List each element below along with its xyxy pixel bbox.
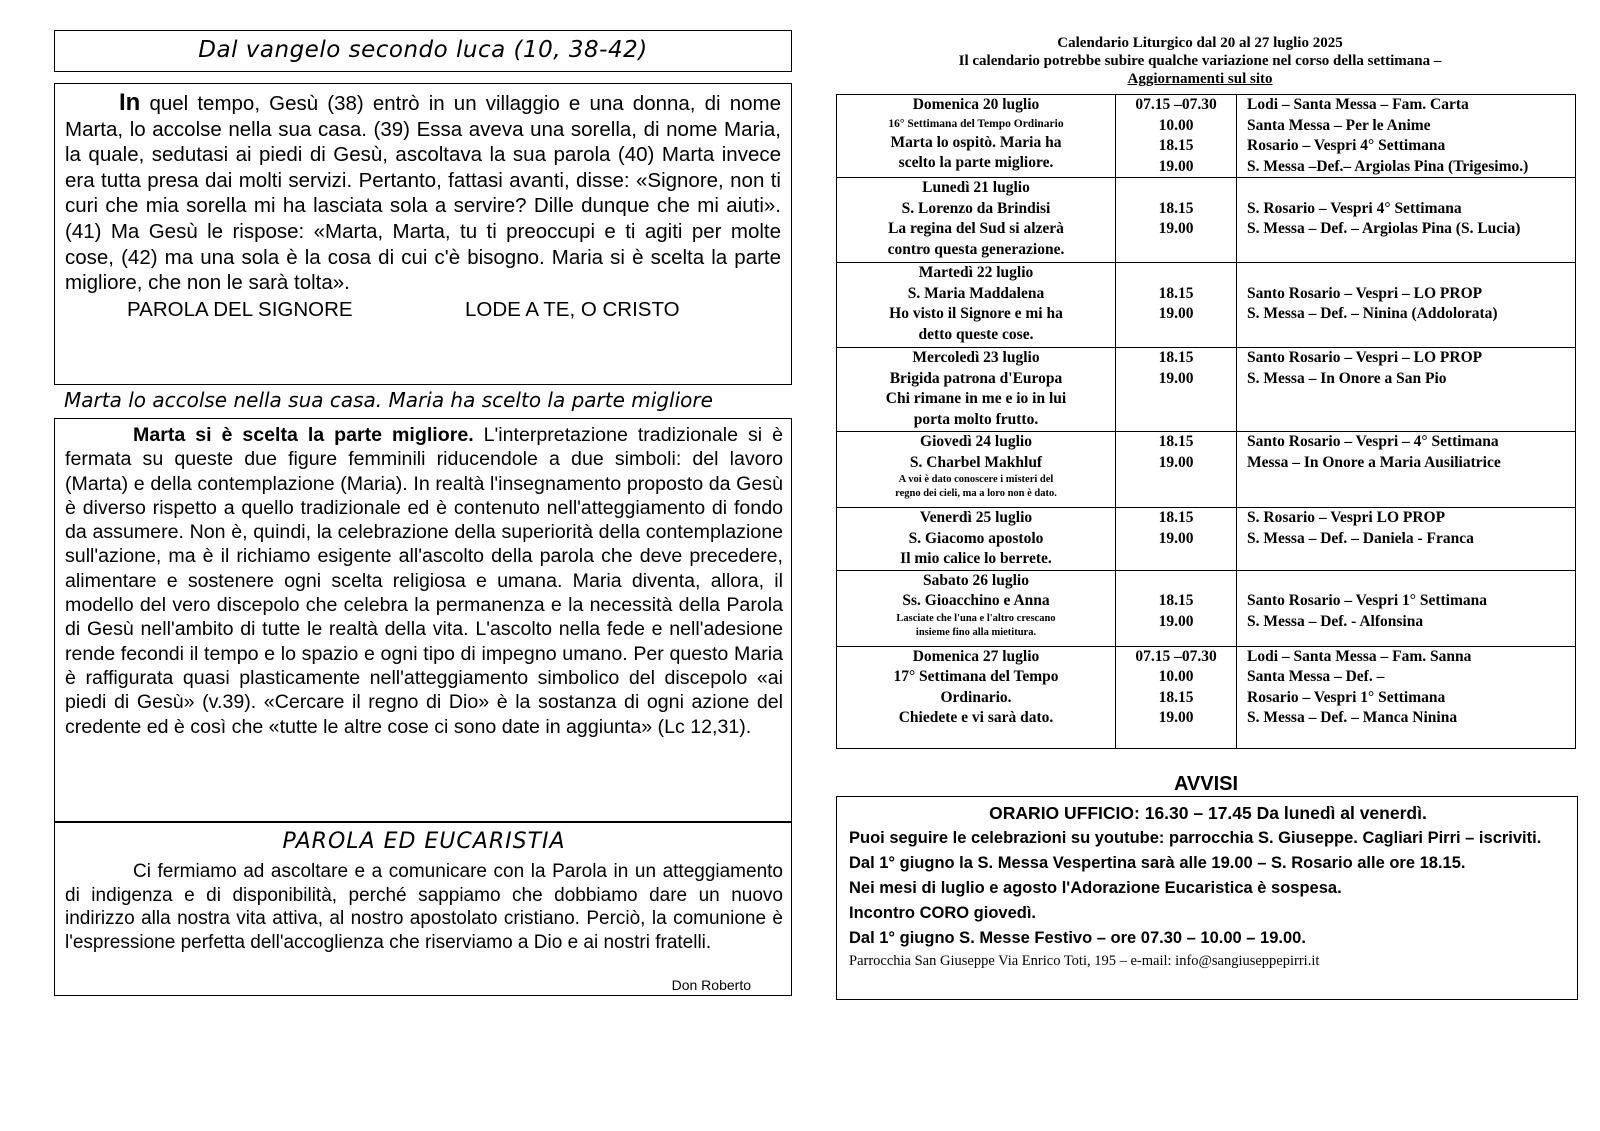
events-cell xyxy=(1237,432,1576,508)
response-left: PAROLA DEL SIGNORE xyxy=(127,297,353,321)
day-date: Martedì 22 luglio xyxy=(918,264,1034,281)
day-date: Mercoledì 23 luglio xyxy=(912,349,1040,366)
event-description: Lodi – Santa Messa – Fam. Sanna xyxy=(1247,647,1472,665)
event-description: S. Messa –Def.– Argiolas Pina (Trigesimo.) xyxy=(1247,157,1529,175)
calendar-day-row xyxy=(837,95,1576,178)
event-description: Santo Rosario – Vespri – LO PROP xyxy=(1247,349,1483,366)
event-description: Santo Rosario – Vespri 1° Settimana xyxy=(1247,592,1488,609)
times-cell xyxy=(1116,348,1237,432)
day-gospel-verse: Chi rimane in me e io in lui xyxy=(885,390,1067,407)
calendar-day-row xyxy=(837,432,1576,508)
day-date: Sabato 26 luglio xyxy=(923,571,1029,589)
eucharist-text: Ci fermiamo ad ascoltare e a comunicare con la Parola in un atteggiamento di indigenza e di disponibilità, perché sappiamo che dobbiamo dare un nuovo indirizzo alla nostra vita attiva, al nostro apostolato cristiano. Perciò, la comunione è l'espressione perfetta dell'accoglienza che riserviamo a Dio e ai nostri fratelli. xyxy=(65,861,783,953)
times-cell xyxy=(1116,95,1237,178)
event-time: 19.00 xyxy=(1158,220,1194,237)
day-gospel-verse: Ordinario. xyxy=(940,688,1012,706)
day-info-cell xyxy=(837,178,1116,263)
gospel-response xyxy=(65,298,781,322)
avviso-line: Puoi seguire le celebrazioni su youtube: parrocchia S. Giuseppe. Cagliari Pirri – iscriviti. xyxy=(849,829,1542,847)
event-description xyxy=(1247,263,1575,284)
event-time xyxy=(1116,178,1236,199)
event-description: Santo Rosario – Vespri – LO PROP xyxy=(1247,284,1483,302)
day-info-cell xyxy=(837,348,1116,432)
events-cell xyxy=(1237,570,1576,646)
event-description xyxy=(1247,571,1575,592)
avviso-line: Incontro CORO giovedì. xyxy=(849,904,1037,922)
events-cell xyxy=(1237,508,1576,571)
day-gospel-verse: scelto la parte migliore. xyxy=(898,154,1054,171)
event-time: 19.00 xyxy=(1158,453,1194,471)
events-cell xyxy=(1237,646,1576,748)
day-gospel-verse: Marta lo ospitò. Maria ha xyxy=(890,133,1062,151)
day-gospel-verse: Chiedete e vi sarà dato. xyxy=(898,709,1054,726)
events-cell xyxy=(1237,263,1576,348)
event-time: 10.00 xyxy=(1158,116,1194,134)
commentary-box xyxy=(54,418,792,822)
day-date: Domenica 27 luglio xyxy=(912,647,1040,665)
day-info-cell xyxy=(837,432,1116,508)
day-feast: Brigida patrona d'Europa xyxy=(889,369,1063,387)
day-feast: S. Charbel Makhluf xyxy=(909,453,1043,471)
gospel-title: Dal vangelo secondo luca (10, 38-42) xyxy=(54,30,792,72)
event-time xyxy=(1116,571,1236,592)
event-description: S. Messa – Def. – Daniela - Franca xyxy=(1247,529,1474,547)
day-info-cell xyxy=(837,95,1116,178)
day-feast: Ss. Gioacchino e Anna xyxy=(902,592,1050,609)
times-cell xyxy=(1116,570,1237,646)
event-time: 18.15 xyxy=(1158,284,1194,302)
event-time: 18.15 xyxy=(1158,433,1194,450)
day-gospel-verse: La regina del Sud si alzerà xyxy=(888,220,1064,237)
event-time: 18.15 xyxy=(1158,349,1194,366)
event-description: S. Messa – Def. - Alfonsina xyxy=(1247,612,1424,630)
day-info-cell xyxy=(837,570,1116,646)
events-cell xyxy=(1237,95,1576,178)
times-cell xyxy=(1116,178,1237,263)
response-right: LODE A TE, O CRISTO xyxy=(465,297,680,321)
parish-footer: Parrocchia San Giuseppe Via Enrico Toti, 195 – e-mail: info@sangiuseppepirri.it xyxy=(849,953,1320,969)
event-description: S. Rosario – Vespri 4° Settimana xyxy=(1247,199,1462,217)
event-time: 19.00 xyxy=(1158,305,1194,322)
event-time: 18.15 xyxy=(1158,199,1194,217)
day-gospel-verse: Ho visto il Signore e mi ha xyxy=(889,305,1063,322)
calendar-heading-title: Calendario Liturgico dal 20 al 27 luglio 2025 xyxy=(1057,35,1343,51)
event-description: S. Messa – Def. – Ninina (Addolorata) xyxy=(1247,305,1498,322)
event-time: 07.15 –07.30 xyxy=(1135,647,1217,665)
times-cell xyxy=(1116,263,1237,348)
day-gospel-verse: detto queste cose. xyxy=(918,325,1034,343)
event-description: S. Messa – Def. – Manca Ninina xyxy=(1247,709,1458,726)
day-date: Giovedì 24 luglio xyxy=(920,433,1032,450)
event-description: Rosario – Vespri 4° Settimana xyxy=(1247,137,1446,154)
event-time: 19.00 xyxy=(1158,612,1194,630)
calendar-day-row xyxy=(837,178,1576,263)
events-cell xyxy=(1237,178,1576,263)
day-gospel-verse: regno dei cieli, ma a loro non è dato. xyxy=(895,488,1057,499)
day-feast: S. Giacomo apostolo xyxy=(908,529,1044,547)
calendar-day-row xyxy=(837,348,1576,432)
event-description: S. Messa – In Onore a San Pio xyxy=(1247,369,1447,387)
eucharist-title: PAROLA ED EUCARISTIA xyxy=(282,829,566,854)
event-description: S. Rosario – Vespri LO PROP xyxy=(1247,509,1446,526)
gospel-dropcap: In xyxy=(119,89,141,116)
commentary-body: L'interpretazione tradizionale si è fermata su queste due figure femminili riducendole a due simboli: del lavoro (Marta) e della contemplazione (Maria). In realtà l'insegnamento proposto da Gesù è diverso rispetto a quello tradizionale ed è contenuto nell'atteggiamento di fondo da assumere. Non è, quindi, la celebrazione della superiorità della contemplazione sull'azione, ma è il richiamo esigente all'ascolto della parola che deve precedere, alimentare e sostenere ogni scelta religiosa e umana. Maria diventa, allora, il modello del vero discepolo che celebra la permanenza e la necessità della Parola di Gesù nell'ambito di tutte le realtà della vita. L'ascolto nella fede e nell'adesione rende fecondi il tempo e lo spazio e ogni tipo di impegno umano. Per questo Maria è raffigurata quasi plasticamente nell'atteggiamento simbolico del discepolo «ai piedi di Gesù» (v.39). «Cercare il regno di Dio» è la sostanza di ogni azione del credente ed è così che «tutte le altre cose ci sono date in aggiunta» (Lc 12,31). xyxy=(65,424,783,738)
event-description: Rosario – Vespri 1° Settimana xyxy=(1247,688,1446,706)
eucharist-box xyxy=(54,822,792,996)
times-cell xyxy=(1116,508,1237,571)
event-time xyxy=(1116,263,1236,284)
day-date: Domenica 20 luglio xyxy=(912,96,1040,113)
avvisi-lines xyxy=(849,826,1567,951)
event-description: Santa Messa – Per le Anime xyxy=(1247,116,1431,134)
avvisi-title: AVVISI xyxy=(1173,773,1239,795)
day-gospel-verse: A voi è dato conoscere i misteri del xyxy=(898,474,1054,485)
calendar-day-row xyxy=(837,570,1576,646)
avviso-line: Nei mesi di luglio e agosto l'Adorazione Eucaristica è sospesa. xyxy=(849,879,1342,897)
event-time: 18.15 xyxy=(1158,137,1194,154)
day-feast: 17° Settimana del Tempo xyxy=(893,668,1059,685)
calendar-heading xyxy=(830,34,1570,88)
avviso-line: Dal 1° giugno S. Messe Festivo – ore 07.30 – 10.00 – 19.00. xyxy=(849,929,1306,947)
gospel-body: quel tempo, Gesù (38) entrò in un villaggio e una donna, di nome Marta, lo accolse nella sua casa. (39) Essa aveva una sorella, di nome Maria, la quale, sedutasi ai piedi di Gesù, ascoltava la sua parola (40) Marta invece era tutta presa dai molti servizi. Pertanto, fattasi avanti, disse: «Signore, non ti curi che mia sorella mi ha lasciata sola a servire? Dille dunque che mi aiuti». (41) Ma Gesù le rispose: «Marta, Marta, tu ti preoccupi e ti agiti per molte cose, (42) ma una sola è la cosa di cui c'è bisogno. Maria si è scelta la parte migliore, che non le sarà tolta». xyxy=(65,92,781,295)
event-time: 19.00 xyxy=(1158,709,1194,726)
day-feast: S. Maria Maddalena xyxy=(907,284,1045,302)
day-gospel-verse: contro questa generazione. xyxy=(887,240,1065,258)
calendar-day-row xyxy=(837,263,1576,348)
calendar-body xyxy=(837,95,1576,749)
event-description xyxy=(1247,178,1575,199)
day-gospel-verse: Lasciate che l'una e l'altro crescano xyxy=(896,612,1056,624)
times-cell xyxy=(1116,646,1237,748)
day-date: Lunedì 21 luglio xyxy=(922,179,1030,196)
avviso-line: Dal 1° giugno la S. Messa Vespertina sarà alle 19.00 – S. Rosario alle ore 18.15. xyxy=(849,854,1466,872)
day-date: Venerdì 25 luglio xyxy=(919,509,1033,526)
commentary-lead: Marta si è scelta la parte migliore. xyxy=(133,424,474,446)
gospel-text xyxy=(65,90,781,296)
gospel-reading-box xyxy=(54,83,792,385)
event-time: 19.00 xyxy=(1158,369,1194,387)
event-description: Messa – In Onore a Maria Ausiliatrice xyxy=(1247,453,1501,471)
event-time: 07.15 –07.30 xyxy=(1135,96,1217,113)
event-time: 19.00 xyxy=(1158,157,1194,175)
event-time: 18.15 xyxy=(1158,688,1194,706)
day-info-cell xyxy=(837,263,1116,348)
event-time: 18.15 xyxy=(1158,509,1194,526)
events-cell xyxy=(1237,348,1576,432)
day-info-cell xyxy=(837,508,1116,571)
event-time: 10.00 xyxy=(1158,668,1194,685)
times-cell xyxy=(1116,432,1237,508)
office-hours: ORARIO UFFICIO: 16.30 – 17.45 Da lunedì al venerdì. xyxy=(989,803,1427,823)
day-feast: 16° Settimana del Tempo Ordinario xyxy=(888,117,1064,130)
day-gospel-verse: Il mio calice lo berrete. xyxy=(900,550,1052,567)
event-time: 19.00 xyxy=(1158,529,1194,547)
caption: Marta lo accolse nella sua casa. Maria ha scelto la parte migliore xyxy=(64,388,713,412)
event-description: Santo Rosario – Vespri – 4° Settimana xyxy=(1247,433,1499,450)
event-description: S. Messa – Def. – Argiolas Pina (S. Lucia) xyxy=(1247,220,1521,237)
avvisi-box xyxy=(836,796,1578,1000)
day-gospel-verse: porta molto frutto. xyxy=(913,410,1039,428)
day-info-cell xyxy=(837,646,1116,748)
signature: Don Roberto xyxy=(671,977,751,993)
liturgical-calendar-table xyxy=(836,94,1576,749)
event-description: Santa Messa – Def. – xyxy=(1247,668,1385,685)
day-feast: S. Lorenzo da Brindisi xyxy=(901,199,1051,217)
calendar-heading-note: Il calendario potrebbe subire qualche variazione nel corso della settimana – xyxy=(958,53,1442,69)
commentary-text xyxy=(65,423,783,739)
calendar-day-row xyxy=(837,508,1576,571)
calendar-heading-updates: Aggiornamenti sul sito xyxy=(1127,71,1273,87)
event-time: 18.15 xyxy=(1158,592,1194,609)
event-description: Lodi – Santa Messa – Fam. Carta xyxy=(1247,96,1469,113)
calendar-day-row xyxy=(837,646,1576,748)
day-gospel-verse: insieme fino alla mietitura. xyxy=(915,626,1037,638)
